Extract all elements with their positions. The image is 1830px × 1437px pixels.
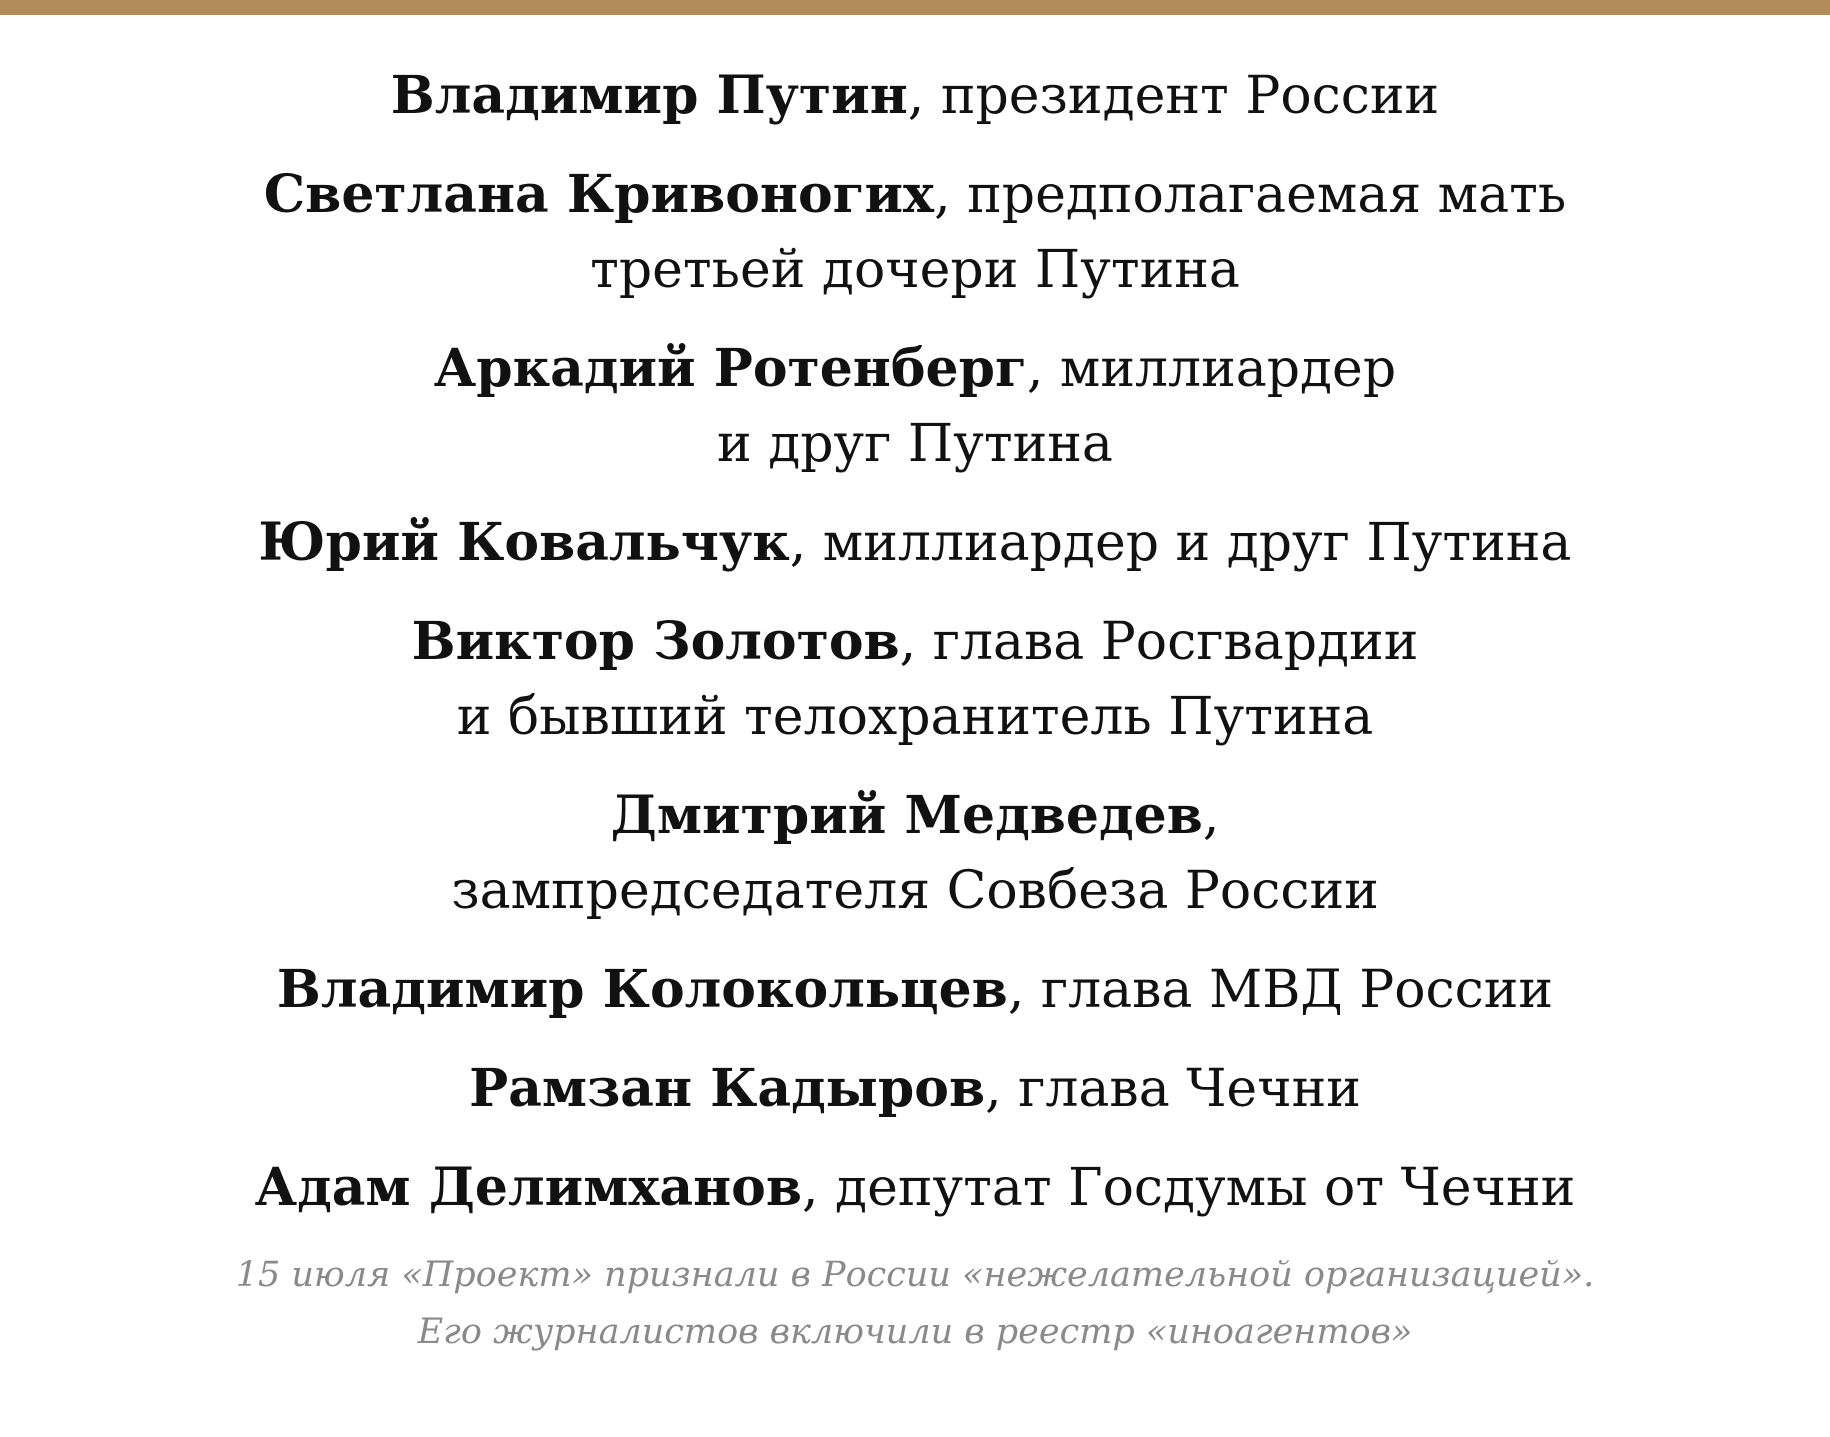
list-item <box>0 778 1830 929</box>
person-name: Юрий Ковальчук <box>258 512 790 573</box>
person-name: Светлана Кривоногих <box>263 164 935 225</box>
people-list <box>0 58 1830 1249</box>
person-description: , миллиардер <box>1026 339 1397 399</box>
person-description-continued: и друг Путина <box>717 414 1113 474</box>
person-description-continued: третьей дочери Путина <box>590 240 1240 300</box>
footnote-line-2: Его журналистов включили в реестр «иноагентов» <box>417 1312 1413 1352</box>
person-name: Владимир Колокольцев <box>276 959 1008 1020</box>
person-description: , глава Росгвардии <box>899 612 1419 672</box>
top-accent-bar <box>0 0 1830 15</box>
list-item <box>0 952 1830 1028</box>
person-name: Дмитрий Медведев <box>610 785 1203 846</box>
list-item <box>0 1051 1830 1127</box>
person-description: , <box>1202 786 1220 846</box>
person-name: Рамзан Кадыров <box>469 1058 986 1119</box>
person-name: Виктор Золотов <box>411 611 900 672</box>
person-description: , депутат Госдумы от Чечни <box>802 1158 1576 1218</box>
person-description: , предполагаемая мать <box>934 165 1567 225</box>
person-description: , глава МВД России <box>1007 960 1554 1020</box>
person-description: , миллиардер и друг Путина <box>789 513 1572 573</box>
person-name: Адам Делимханов <box>254 1157 802 1218</box>
person-name: Аркадий Ротенберг <box>433 338 1027 399</box>
person-name: Владимир Путин <box>390 65 908 126</box>
list-item <box>0 58 1830 134</box>
list-item <box>0 331 1830 482</box>
person-description-continued: и бывший телохранитель Путина <box>456 687 1374 747</box>
list-item <box>0 505 1830 581</box>
person-description-continued: зампредседателя Совбеза России <box>451 861 1379 921</box>
list-item <box>0 1150 1830 1226</box>
person-description: , глава Чечни <box>985 1059 1361 1119</box>
person-description: , президент России <box>907 66 1440 126</box>
footnote <box>0 1247 1830 1361</box>
list-item <box>0 157 1830 308</box>
footnote-line-1: 15 июля «Проект» признали в России «нежелательной организацией». <box>235 1255 1595 1295</box>
list-item <box>0 604 1830 755</box>
